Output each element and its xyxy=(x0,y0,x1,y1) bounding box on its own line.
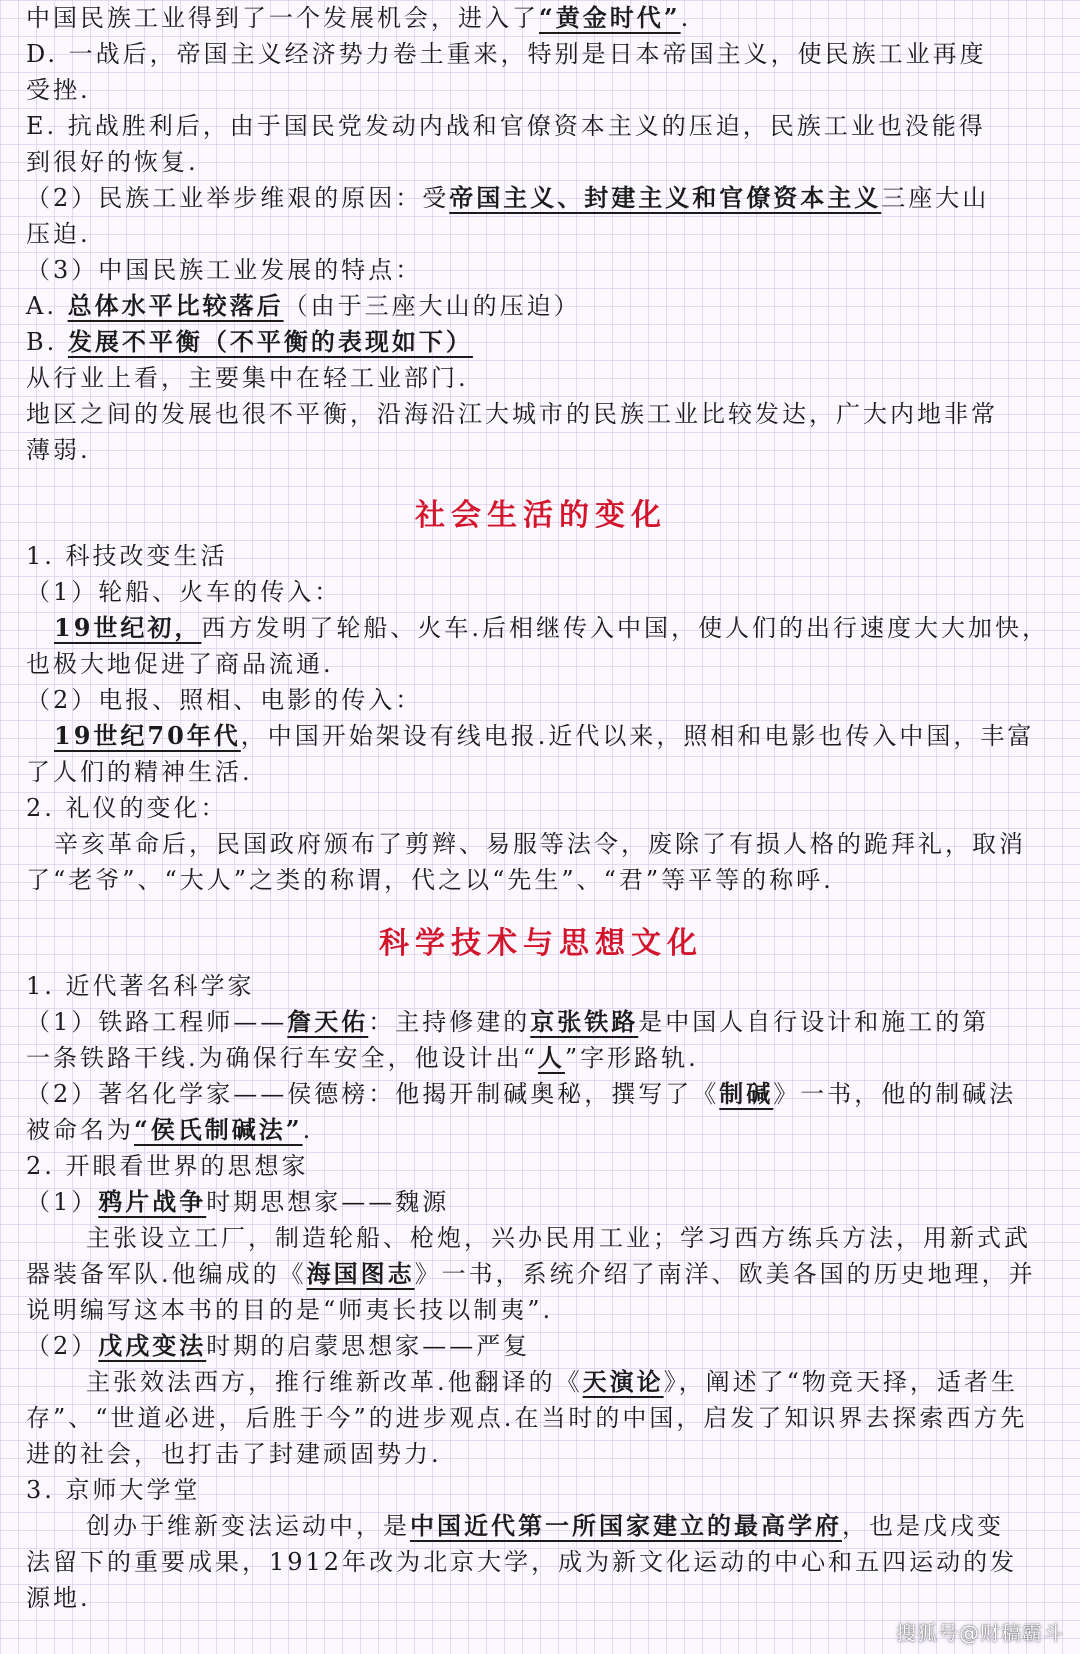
key-term: “黄金时代” xyxy=(539,3,681,32)
text-line: B. 发展不平衡（不平衡的表现如下） xyxy=(26,327,473,356)
text-line: 压迫. xyxy=(26,220,91,248)
text-line: （2）著名化学家——侯德榜：他揭开制碱奥秘，撰写了《制碱》一书，他的制碱法 xyxy=(26,1079,1017,1108)
text-line: 被命名为“侯氏制碱法”. xyxy=(26,1115,314,1144)
text-line: 也极大地促进了商品流通. xyxy=(26,650,334,678)
text-line: 2. 礼仪的变化： xyxy=(26,794,228,822)
text-line: E. 抗战胜利后，由于国民党发动内战和官僚资本主义的压迫，民族工业也没能得 xyxy=(26,112,986,140)
text-line: 薄弱. xyxy=(26,436,91,464)
key-term: “侯氏制碱法” xyxy=(134,1115,303,1144)
section-title-science-culture: 科学技术与思想文化 xyxy=(379,926,703,961)
text-line: 1. 近代著名科学家 xyxy=(26,972,255,1000)
text-line: （2）戊戌变法时期的启蒙思想家——严复 xyxy=(26,1331,531,1360)
text-line: 辛亥革命后，民国政府颁布了剪辫、易服等法令，废除了有损人格的跪拜礼，取消 xyxy=(54,830,1026,858)
text-line: （2）电报、照相、电影的传入： xyxy=(26,686,423,714)
text-line: 到很好的恢复. xyxy=(26,148,199,176)
text-line: 19世纪初，西方发明了轮船、火车.后相继传入中国，使人们的出行速度大大加快， xyxy=(54,613,1050,642)
text-line: 器装备军队.他编成的《海国图志》一书，系统介绍了南洋、欧美各国的历史地理，并 xyxy=(26,1259,1036,1288)
social-life-section xyxy=(26,538,1056,898)
text-line: （1）铁路工程师——詹天佑：主持修建的京张铁路是中国人自行设计和施工的第 xyxy=(26,1007,990,1036)
science-culture-section xyxy=(26,968,1056,1616)
key-term: 帝国主义、封建主义和官僚资本主义 xyxy=(449,183,882,212)
text-line: （1）轮船、火车的传入： xyxy=(26,578,342,606)
text-line: 3. 京师大学堂 xyxy=(26,1476,201,1504)
text-line: 2. 开眼看世界的思想家 xyxy=(26,1152,309,1180)
watermark: 搜狐号@财稿霸斗 xyxy=(896,1621,1064,1645)
text-line: 源地. xyxy=(26,1584,91,1612)
key-term: 19世纪初， xyxy=(54,613,202,642)
text-line: 了人们的精神生活. xyxy=(26,758,253,786)
text-line: 进的社会，也打击了封建顽固势力. xyxy=(26,1440,442,1468)
text-line: 主张效法西方，推行维新改革.他翻译的《天演论》，阐述了“物竞天择，适者生 xyxy=(86,1367,1018,1396)
text-line: 主张设立工厂，制造轮船、枪炮，兴办民用工业；学习西方练兵方法，用新式武 xyxy=(86,1224,1031,1252)
text-line: 法留下的重要成果，1912年改为北京大学，成为新文化运动的中心和五四运动的发 xyxy=(26,1548,1018,1576)
text-line: 受挫. xyxy=(26,76,91,104)
key-term: 天演论 xyxy=(582,1367,664,1396)
key-term: 总体水平比较落后 xyxy=(67,291,284,320)
text-line: 说明编写这本书的目的是“师夷长技以制夷”. xyxy=(26,1296,554,1324)
text-line: 19世纪70年代，中国开始架设有线电报.近代以来，照相和电影也传入中国，丰富 xyxy=(54,721,1035,750)
text-line: D. 一战后，帝国主义经济势力卷土重来，特别是日本帝国主义，使民族工业再度 xyxy=(26,40,987,68)
key-term: 京张铁路 xyxy=(530,1007,639,1036)
key-term: 发展不平衡（不平衡的表现如下） xyxy=(67,327,473,356)
key-term: 詹天佑 xyxy=(287,1007,369,1036)
national-industry-section xyxy=(26,0,1056,468)
text-line: 创办于维新变法运动中，是中国近代第一所国家建立的最高学府，也是戊戌变 xyxy=(86,1511,1004,1540)
text-line: （1）鸦片战争时期思想家——魏源 xyxy=(26,1187,450,1216)
text-line: 了“老爷”、“大人”之类的称谓，代之以“先生”、“君”等平等的称呼. xyxy=(26,866,834,894)
text-line: 从行业上看，主要集中在轻工业部门. xyxy=(26,364,469,392)
text-line: 地区之间的发展也很不平衡，沿海沿江大城市的民族工业比较发达，广大内地非常 xyxy=(26,400,998,428)
key-term: 人 xyxy=(537,1043,565,1072)
key-term: 制碱 xyxy=(719,1079,774,1108)
text-line: A. 总体水平比较落后（由于三座大山的压迫） xyxy=(26,291,581,320)
key-term: 中国近代第一所国家建立的最高学府 xyxy=(410,1511,842,1540)
text-line: 1. 科技改变生活 xyxy=(26,542,228,570)
text-line: （3）中国民族工业发展的特点： xyxy=(26,256,423,284)
key-term: 19世纪70年代 xyxy=(54,721,241,750)
section-title-social-life: 社会生活的变化 xyxy=(415,498,667,533)
key-term: 戊戌变法 xyxy=(98,1331,207,1360)
key-term: 海国图志 xyxy=(306,1259,415,1288)
text-line: 存”、“世道必进，后胜于今”的进步观点.在当时的中国，启发了知识界去探索西方先 xyxy=(26,1404,1028,1432)
text-line: 中国民族工业得到了一个发展机会，进入了“黄金时代”. xyxy=(26,3,692,32)
key-term: 鸦片战争 xyxy=(98,1187,207,1216)
text-line: （2）民族工业举步维艰的原因：受帝国主义、封建主义和官僚资本主义三座大山 xyxy=(26,183,990,212)
text-line: 一条铁路干线.为确保行车安全，他设计出“人”字形路轨. xyxy=(26,1043,699,1072)
notes-page xyxy=(26,0,1056,1616)
